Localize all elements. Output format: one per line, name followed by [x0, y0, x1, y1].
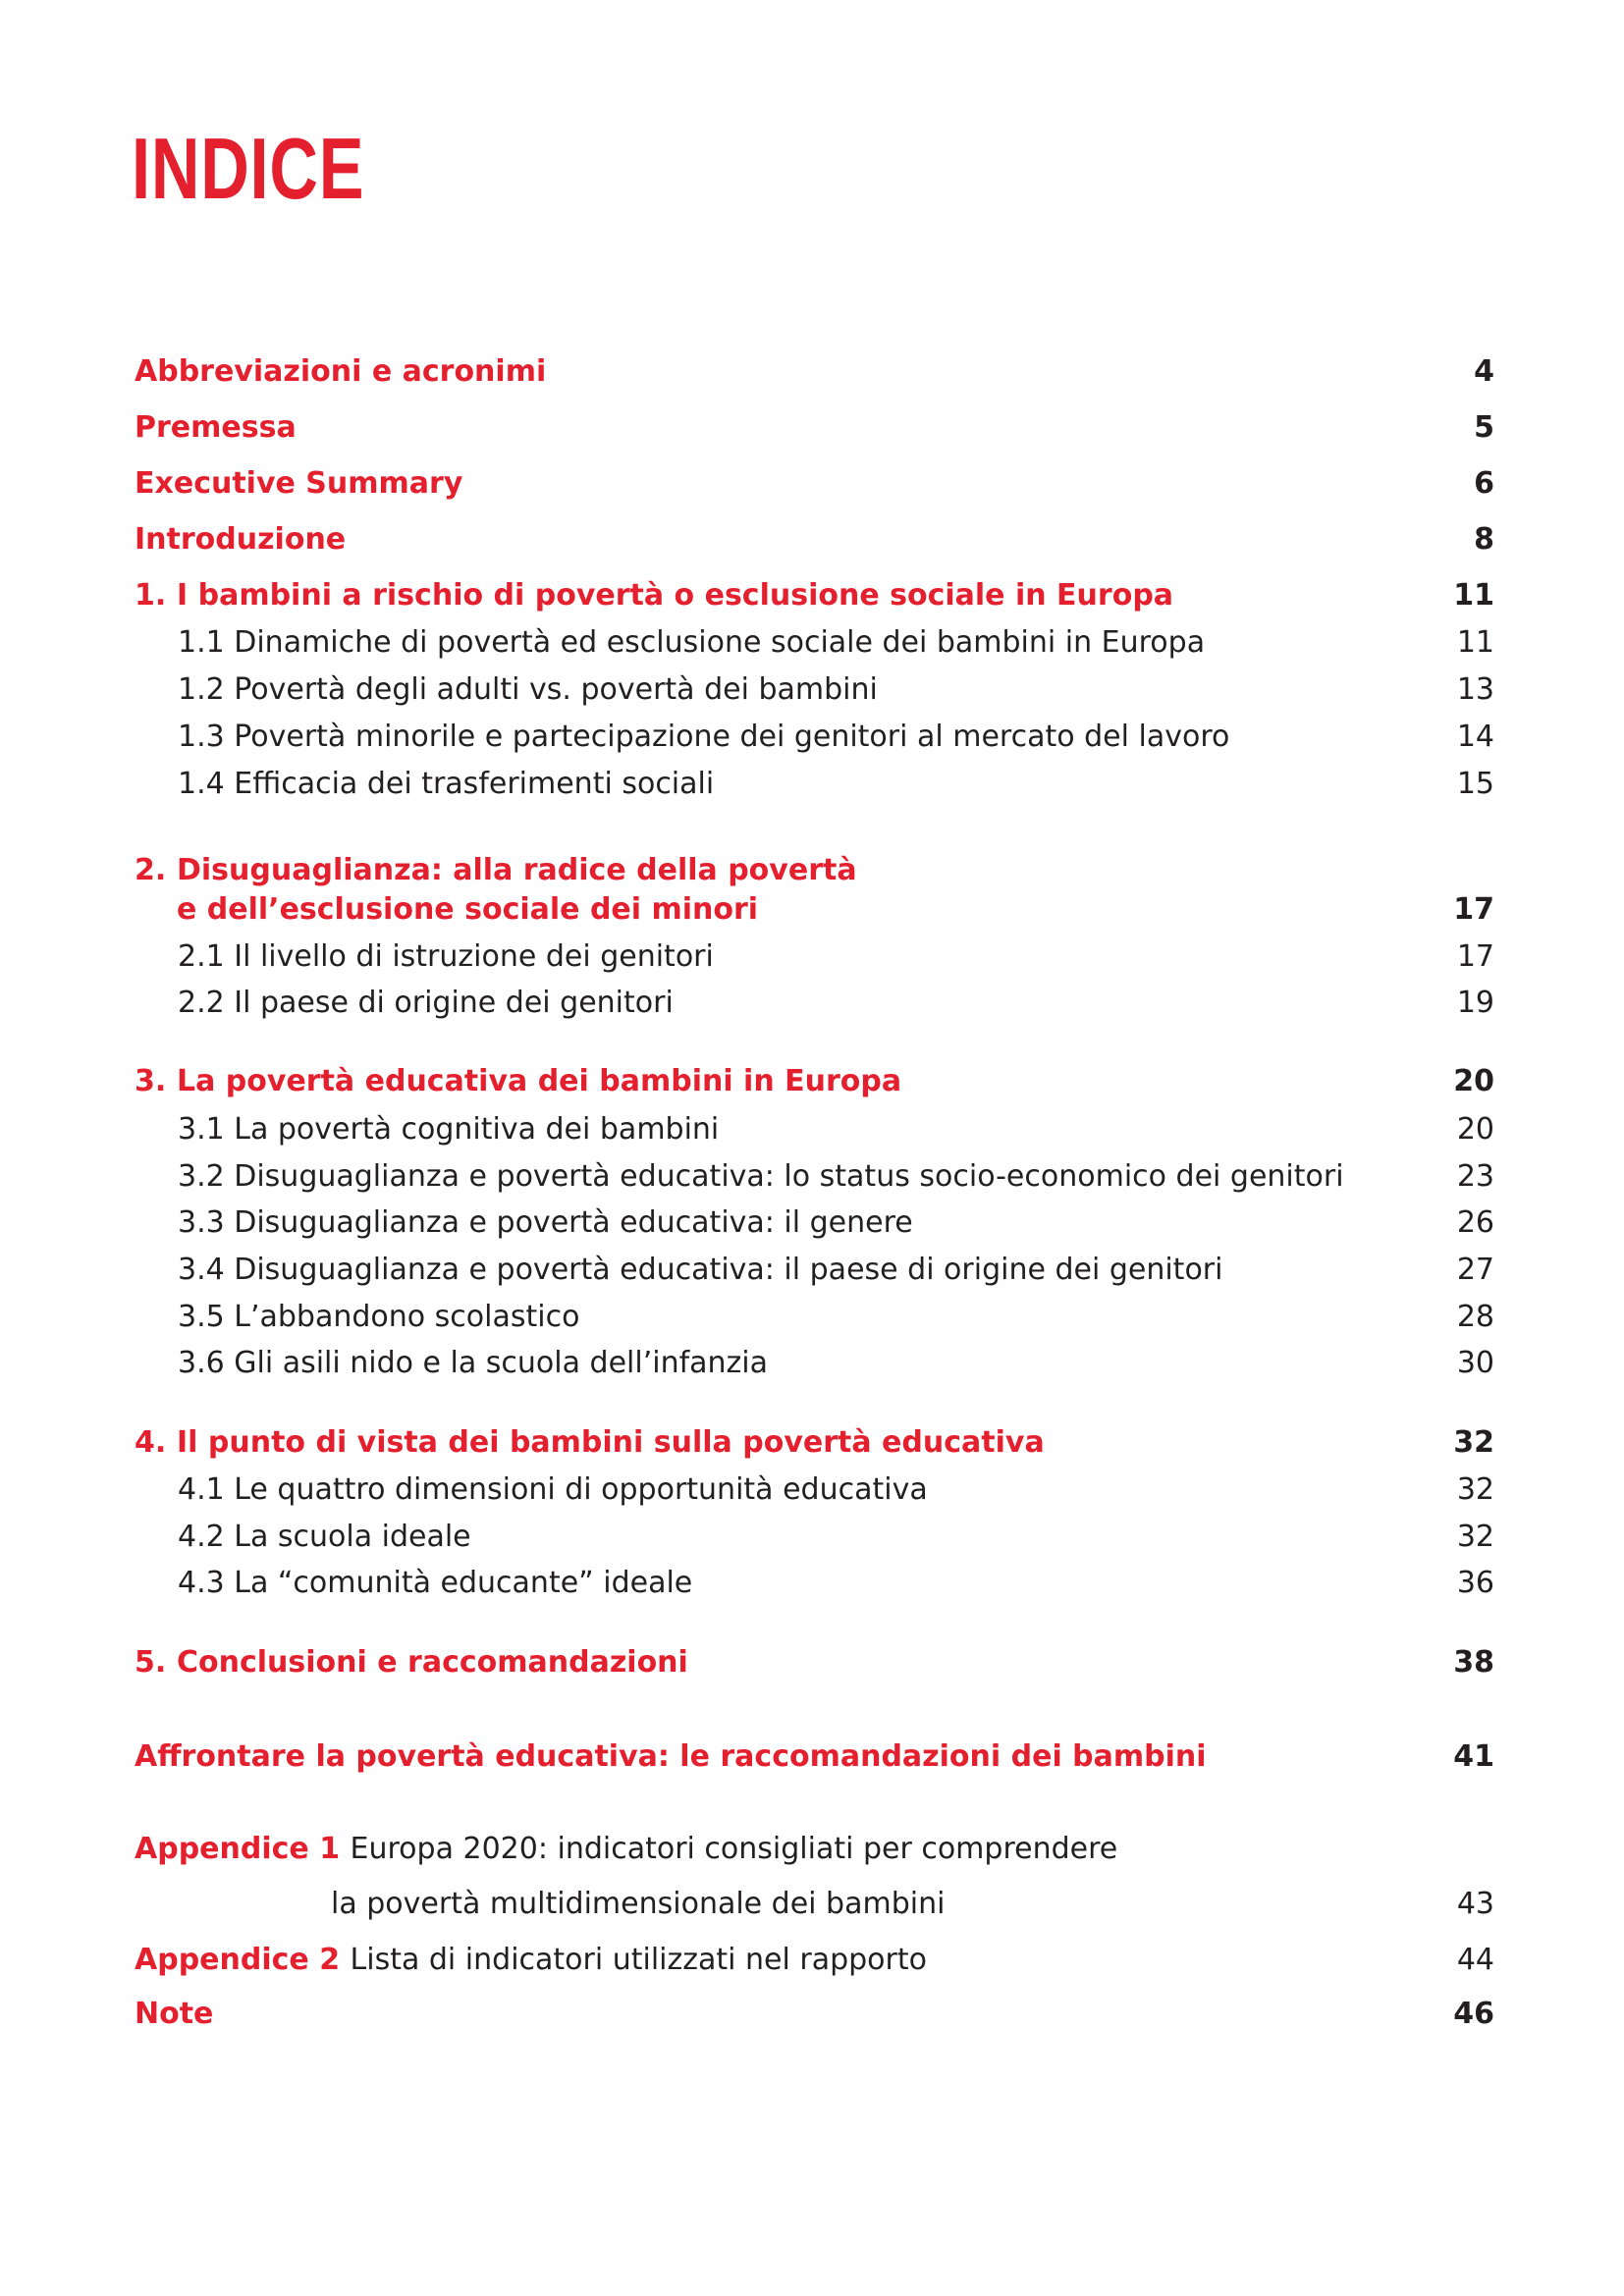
toc-chapter-2-continued[interactable] — [135, 891, 1494, 931]
toc-entry-label: 3.2 Disuguaglianza e povertà educativa: lo status socio-economico dei genitori — [178, 1159, 1344, 1194]
toc-section-3-2[interactable] — [135, 1158, 1494, 1198]
toc-entry-label — [135, 853, 857, 887]
toc-entry-label: 3.5 L’abbandono scolastico — [178, 1300, 580, 1334]
toc-chapter-5[interactable] — [135, 1644, 1494, 1683]
toc-entry-page: 32 — [1453, 1425, 1494, 1460]
toc-section-2-1[interactable] — [135, 938, 1494, 978]
chapter-number: 4. — [135, 1425, 167, 1460]
toc-entry-label: Executive Summary — [135, 466, 463, 501]
appendix-description-line1: Europa 2020: indicatori consigliati per comprendere — [350, 1832, 1118, 1866]
toc-section-3-6[interactable] — [135, 1345, 1494, 1384]
toc-entry-affrontare[interactable] — [135, 1738, 1494, 1778]
appendix-description-line2: la povertà multidimensionale dei bambini — [331, 1887, 946, 1921]
toc-entry-label: 2.2 Il paese di origine dei genitori — [178, 986, 674, 1020]
toc-entry-label: 3.4 Disuguaglianza e povertà educativa: il paese di origine dei genitori — [178, 1253, 1223, 1287]
toc-entry-label: 1.2 Povertà degli adulti vs. povertà dei bambini — [178, 672, 878, 707]
page-title: INDICE — [132, 120, 365, 217]
toc-entry-label: 2.1 Il livello di istruzione dei genitori — [178, 939, 714, 974]
toc-entry-label: 1.4 Efficacia dei trasferimenti sociali — [178, 767, 715, 801]
chapter-title: Il punto di vista dei bambini sulla povertà educativa — [177, 1425, 1045, 1460]
chapter-title: La povertà educativa dei bambini in Europa — [177, 1064, 902, 1098]
toc-entry-label: 4.1 Le quattro dimensioni di opportunità educativa — [178, 1472, 928, 1507]
toc-entry-page: 17 — [1456, 939, 1494, 974]
toc-entry-label: 3.6 Gli asili nido e la scuola dell’infanzia — [178, 1346, 769, 1380]
toc-entry-note[interactable] — [135, 1996, 1494, 2035]
toc-entry-page: 13 — [1456, 672, 1494, 707]
toc-entry-executive-summary[interactable] — [135, 465, 1494, 505]
chapter-number: 5. — [135, 1645, 167, 1680]
toc-section-1-3[interactable] — [135, 719, 1494, 758]
toc-entry-label: Affrontare la povertà educativa: le raccomandazioni dei bambini — [135, 1739, 1207, 1774]
toc-entry-label: 1.3 Povertà minorile e partecipazione dei genitori al mercato del lavoro — [178, 720, 1230, 754]
chapter-number: 3. — [135, 1064, 167, 1098]
toc-entry-label — [135, 1064, 902, 1098]
toc-entry-page: 32 — [1456, 1520, 1494, 1554]
chapter-number: 2. — [135, 853, 167, 887]
toc-entry-page: 11 — [1453, 578, 1494, 613]
chapter-title-line1: Disuguaglianza: alla radice della povertà — [177, 853, 857, 887]
toc-entry-label: Note — [135, 1997, 214, 2031]
toc-entry-page: 28 — [1456, 1300, 1494, 1334]
toc-entry-label: 4.2 La scuola ideale — [178, 1520, 471, 1554]
toc-entry-page: 23 — [1456, 1159, 1494, 1194]
toc-section-1-4[interactable] — [135, 766, 1494, 805]
toc-entry-page: 38 — [1453, 1645, 1494, 1680]
chapter-title: Conclusioni e raccomandazioni — [177, 1645, 688, 1680]
toc-entry-label: 3.3 Disuguaglianza e povertà educativa: il genere — [178, 1205, 913, 1240]
toc-entry-label: 1.1 Dinamiche di povertà ed esclusione sociale dei bambini in Europa — [178, 625, 1206, 660]
toc-section-3-1[interactable] — [135, 1111, 1494, 1150]
toc-section-2-2[interactable] — [135, 985, 1494, 1024]
toc-entry-label: 3.1 La povertà cognitiva dei bambini — [178, 1112, 720, 1147]
toc-entry-page: 43 — [1456, 1887, 1494, 1921]
toc-section-1-1[interactable] — [135, 624, 1494, 664]
toc-appendix-1[interactable] — [135, 1831, 1494, 1870]
toc-entry-label — [135, 1832, 1118, 1866]
toc-entry-page: 27 — [1456, 1253, 1494, 1287]
toc-entry-page: 5 — [1474, 410, 1494, 445]
appendix-tag: Appendice 1 — [135, 1832, 341, 1866]
toc-entry-page: 36 — [1456, 1566, 1494, 1600]
toc-chapter-3[interactable] — [135, 1063, 1494, 1102]
toc-entry-page: 26 — [1456, 1205, 1494, 1240]
toc-entry-page: 41 — [1453, 1739, 1494, 1774]
toc-entry-page: 6 — [1474, 466, 1494, 501]
toc-entry-page: 32 — [1456, 1472, 1494, 1507]
toc-entry-page: 19 — [1456, 986, 1494, 1020]
toc-entry-page: 20 — [1453, 1064, 1494, 1098]
appendix-description: Lista di indicatori utilizzati nel rapporto — [350, 1943, 927, 1977]
toc-section-4-2[interactable] — [135, 1519, 1494, 1558]
toc-entry-label: 4.3 La “comunità educante” ideale — [178, 1566, 693, 1600]
toc-entry-premessa[interactable] — [135, 409, 1494, 449]
toc-appendix-1-continued[interactable] — [135, 1886, 1494, 1925]
toc-section-3-5[interactable] — [135, 1299, 1494, 1338]
toc-entry-page: 30 — [1456, 1346, 1494, 1380]
toc-entry-page: 8 — [1474, 522, 1494, 557]
chapter-title-line2: e dell’esclusione sociale dei minori — [177, 892, 759, 927]
toc-section-4-3[interactable] — [135, 1565, 1494, 1604]
toc-entry-label — [135, 1645, 688, 1680]
toc-entry-page: 44 — [1456, 1943, 1494, 1977]
toc-entry-page: 20 — [1456, 1112, 1494, 1147]
toc-entry-label — [135, 1425, 1045, 1460]
toc-entry-label: Premessa — [135, 410, 297, 445]
toc-entry-abbreviazioni[interactable] — [135, 353, 1494, 393]
toc-section-3-3[interactable] — [135, 1204, 1494, 1244]
toc-appendix-2[interactable] — [135, 1942, 1494, 1981]
toc-entry-page: 4 — [1474, 354, 1494, 389]
toc-entry-label — [135, 578, 1174, 613]
toc-section-3-4[interactable] — [135, 1252, 1494, 1291]
toc-entry-label: Abbreviazioni e acronimi — [135, 354, 547, 389]
toc-entry-page: 17 — [1453, 892, 1494, 927]
toc-section-1-2[interactable] — [135, 671, 1494, 711]
chapter-number: 1. — [135, 578, 167, 613]
toc-entry-page: 14 — [1456, 720, 1494, 754]
toc-section-4-1[interactable] — [135, 1471, 1494, 1511]
toc-chapter-1[interactable] — [135, 577, 1494, 616]
toc-entry-label: Introduzione — [135, 522, 347, 557]
toc-entry-page: 11 — [1456, 625, 1494, 660]
appendix-tag: Appendice 2 — [135, 1943, 341, 1977]
toc-chapter-2[interactable] — [135, 852, 1494, 891]
toc-chapter-4[interactable] — [135, 1424, 1494, 1464]
chapter-title: I bambini a rischio di povertà o esclusione sociale in Europa — [177, 578, 1174, 613]
toc-entry-introduzione[interactable] — [135, 521, 1494, 561]
toc-entry-page: 15 — [1456, 767, 1494, 801]
toc-entry-page: 46 — [1453, 1997, 1494, 2031]
toc-entry-label — [135, 1943, 927, 1977]
